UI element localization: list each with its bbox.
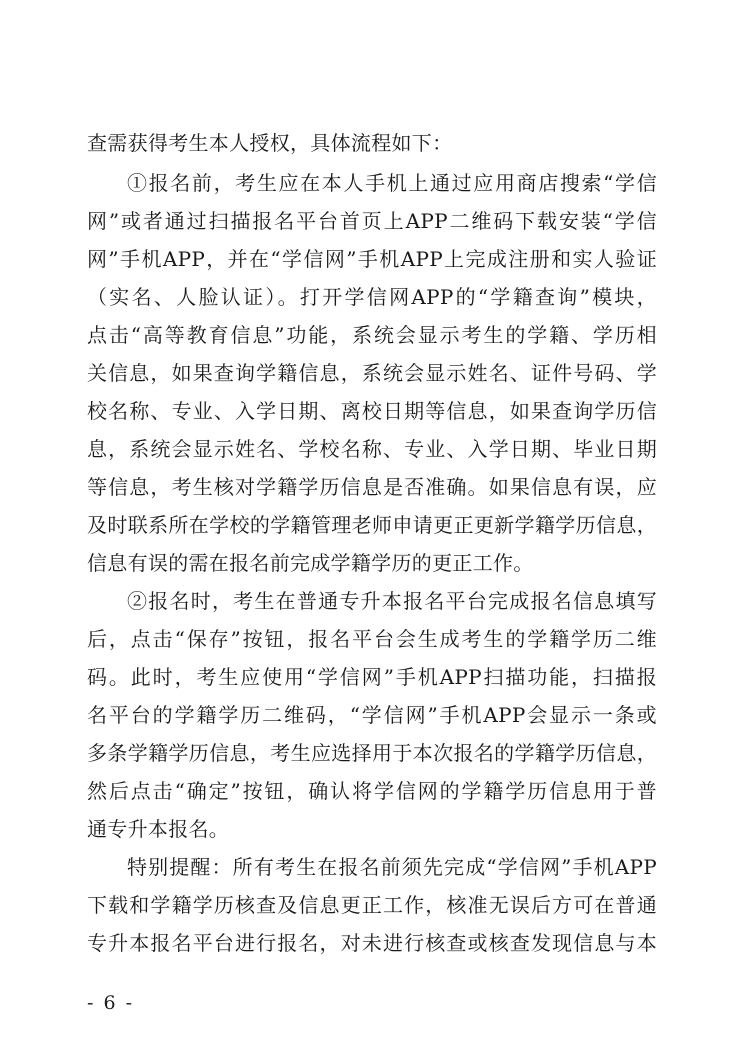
paragraph-line: 网”或者通过扫描报名平台首页上APP二维码下载安装“学信: [87, 209, 657, 233]
paragraph-line: 码。此时，考生应使用“学信网”手机APP扫描功能，扫描报: [87, 665, 657, 689]
paragraph-line: 下载和学籍学历核查及信息更正工作，核准无误后方可在普通: [87, 893, 657, 917]
paragraph-line: 信息有误的需在报名前完成学籍学历的更正工作。: [87, 551, 534, 575]
paragraph-line: 然后点击“确定”按钮，确认将学信网的学籍学历信息用于普: [87, 779, 657, 803]
paragraph-line: 特别提醒：所有考生在报名前须先完成“学信网”手机APP: [127, 855, 657, 879]
paragraph-line: 等信息，考生核对学籍学历信息是否准确。如果信息有误，应: [87, 475, 657, 499]
page-number: - 6 -: [87, 992, 135, 1014]
paragraph-line: 点击“高等教育信息”功能，系统会显示考生的学籍、学历相: [87, 323, 657, 347]
paragraph-line: ①报名前，考生应在本人手机上通过应用商店搜索“学信: [127, 171, 657, 195]
paragraph-line: 名平台的学籍学历二维码，“学信网”手机APP会显示一条或: [87, 703, 657, 727]
paragraph-line: 及时联系所在学校的学籍管理老师申请更正更新学籍学历信息，: [87, 513, 657, 537]
paragraph-line: ②报名时，考生在普通专升本报名平台完成报名信息填写: [127, 589, 657, 613]
paragraph-line: 专升本报名平台进行报名，对未进行核查或核查发现信息与本: [87, 931, 657, 955]
paragraph-line: 网”手机APP，并在“学信网”手机APP上完成注册和实人验证: [87, 247, 657, 271]
paragraph-line: 查需获得考生本人授权，具体流程如下：: [87, 131, 453, 155]
paragraph-line: 通专升本报名。: [87, 817, 230, 841]
paragraph-line: 后，点击“保存”按钮，报名平台会生成考生的学籍学历二维: [87, 627, 657, 651]
paragraph-line: 校名称、专业、入学日期、离校日期等信息，如果查询学历信: [87, 399, 657, 423]
paragraph-line: 息，系统会显示姓名、学校名称、专业、入学日期、毕业日期: [87, 437, 657, 461]
paragraph-line: 关信息，如果查询学籍信息，系统会显示姓名、证件号码、学: [87, 361, 657, 385]
paragraph-line: 多条学籍学历信息，考生应选择用于本次报名的学籍学历信息，: [87, 741, 657, 765]
paragraph-line: （实名、人脸认证）。打开学信网APP的“学籍查询”模块，: [87, 285, 657, 309]
